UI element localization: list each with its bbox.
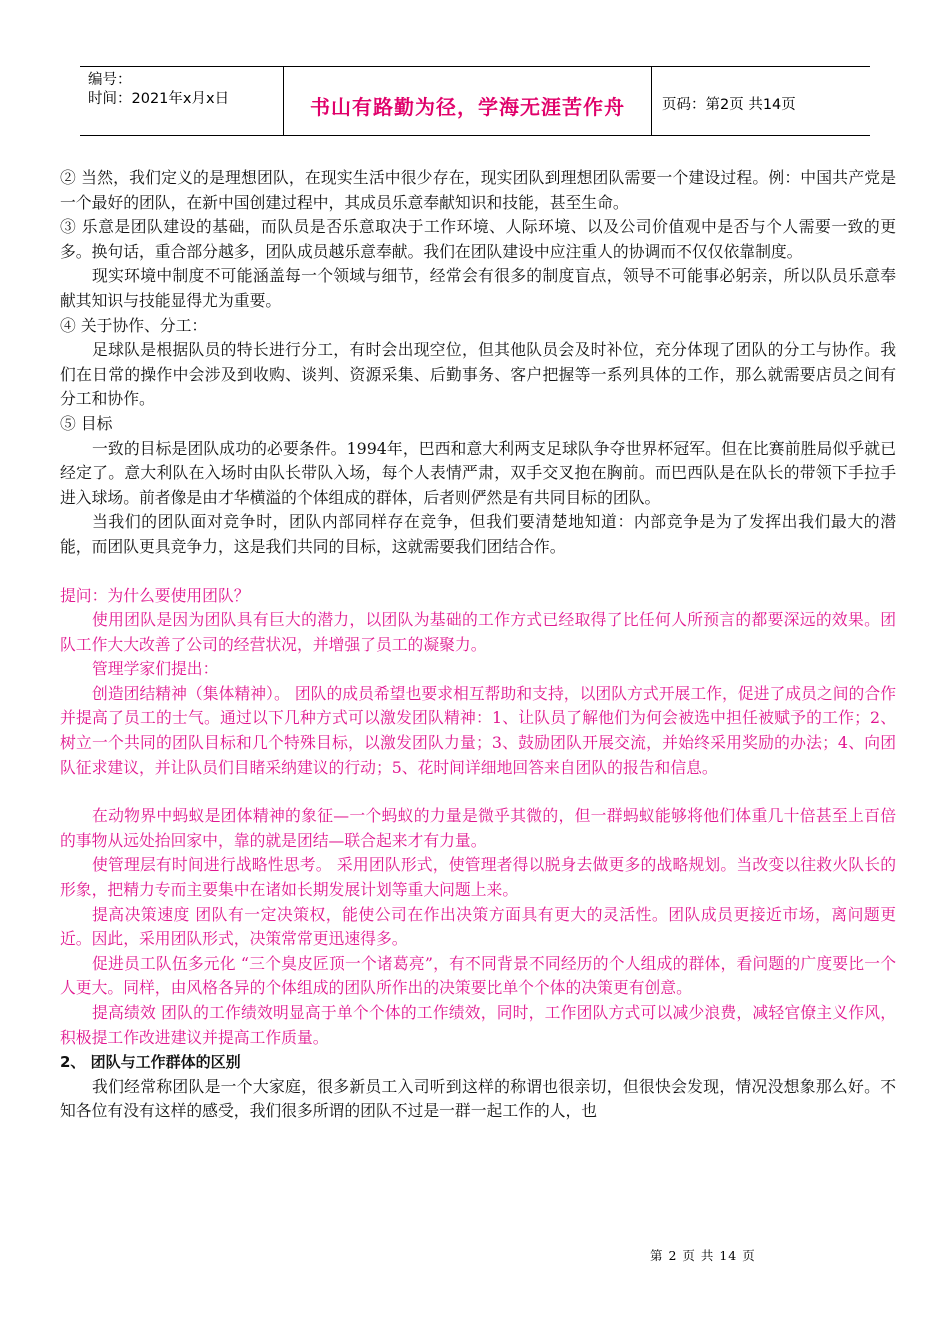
paragraph: 现实环境中制度不可能涵盖每一个领域与细节，经常会有很多的制度盲点，领导不可能事必躬亲，所以队员乐意奉献其知识与技能显得尤为重要。	[60, 266, 896, 310]
paragraph: 我们经常称团队是一个大家庭，很多新员工入司听到这样的称谓也很亲切，但很快会发现，情况没想象那么好。不知各位有没有这样的感受，我们很多所谓的团队不过是一群一起工作的人，也	[60, 1076, 896, 1121]
header-table	[80, 66, 870, 136]
paragraph: 一致的目标是团队成功的必要条件。1994年，巴西和意大利两支足球队争夺世界杯冠军。但在比赛前胜局似乎就已经定了。意大利队在入场时由队长带队入场，每个人表情严肃，双手交叉抱在胸前。而巴西队是在队长的带领下手拉手进入球场。前者像是由才华横溢的个体组成的群体，后者则俨然是有共同目标的团队。	[60, 438, 896, 507]
document-body	[60, 166, 896, 1124]
paragraph: ③ 乐意是团队建设的基础，而队员是否乐意取决于工作环境、人际环境、以及公司价值观中是否与个人需要一致的更多。换句话，重合部分越多，团队成员越乐意奉献。我们在团队建设中应注重人的协调而不仅仅依靠制度。	[60, 217, 896, 261]
header-motto: 书山有路勤为径，学海无涯苦作舟	[284, 67, 652, 135]
paragraph-spacer	[60, 560, 896, 584]
paragraph: ② 当然，我们定义的是理想团队，在现实生活中很少存在，现实团队到理想团队需要一个建设过程。例：中国共产党是一个最好的团队，在新中国创建过程中，其成员乐意奉献知识和技能，甚至生命。	[60, 168, 896, 212]
page-footer: 第 2 页 共 14 页	[650, 1248, 756, 1263]
paragraph: 提高决策速度 团队有一定决策权，能使公司在作出决策方面具有更大的灵活性。团队成员更接近市场，离问题更近。因此，采用团队形式，决策常常更迅速得多。	[60, 904, 896, 949]
header-page-info: 页码：第2页 共14页	[662, 96, 796, 113]
document-time-label: 时间：2021年x月x日	[88, 91, 230, 107]
document-number-label: 编号：	[88, 72, 132, 88]
paragraph: ⑤ 目标	[60, 413, 113, 433]
paragraph: 促进员工队伍多元化 “三个臭皮匠顶一个诸葛亮”，有不同背景不同经历的个人组成的群体，看问题的广度要比一个人更大。同样，由风格各异的个体组成的团队所作出的决策要比单个个体的决策更有创意。	[60, 953, 896, 998]
paragraph: 提问：为什么要使用团队？	[60, 585, 250, 605]
paragraph-spacer	[60, 780, 896, 804]
paragraph: 提高绩效 团队的工作绩效明显高于单个个体的工作绩效，同时，工作团队方式可以减少浪费，减轻官僚主义作风，积极提工作改进建议并提高工作质量。	[60, 1003, 896, 1047]
paragraph: 使管理层有时间进行战略性思考。 采用团队形式，使管理者得以脱身去做更多的战略规划。当改变以往救火队长的形象，把精力专而主要集中在诸如长期发展计划等重大问题上来。	[60, 855, 896, 900]
paragraph: 管理学家们提出：	[92, 659, 219, 679]
section-heading: 2、 团队与工作群体的区别	[60, 1053, 241, 1072]
header-meta-cell	[80, 67, 284, 135]
paragraph: 使用团队是因为团队具有巨大的潜力，以团队为基础的工作方式已经取得了比任何人所预言的都要深远的效果。团队工作大大改善了公司的经营状况，并增强了员工的凝聚力。	[60, 610, 896, 654]
paragraph: 在动物界中蚂蚁是团体精神的象征—一个蚂蚁的力量是微乎其微的，但一群蚂蚁能够将他们体重几十倍甚至上百倍的事物从远处抬回家中，靠的就是团结—联合起来才有力量。	[60, 806, 896, 850]
paragraph: 足球队是根据队员的特长进行分工，有时会出现空位，但其他队员会及时补位，充分体现了团队的分工与协作。我们在日常的操作中会涉及到收购、谈判、资源采集、后勤事务、客户把握等一系列具体的工作，那么就需要店员之间有分工和协作。	[60, 340, 896, 409]
paragraph: ④ 关于协作、分工：	[60, 315, 208, 335]
paragraph: 当我们的团队面对竞争时，团队内部同样存在竞争，但我们要清楚地知道：内部竞争是为了发挥出我们最大的潜能，而团队更具竞争力，这是我们共同的目标，这就需要我们团结合作。	[60, 512, 896, 556]
paragraph: 创造团结精神（集体精神）。 团队的成员希望也要求相互帮助和支持，以团队方式开展工作，促进了成员之间的合作并提高了员工的士气。通过以下几种方式可以激发团队精神：1、让队员了解他们为何会被选中担任被赋予的工作；2、树立一个共同的团队目标和几个特殊目标，以激发团队力量；3、鼓励团队开展交流，并始终采用奖励的办法；4、向团队征求建议，并让队员们目睹采纳建议的行动；5、花时间详细地回答来自团队的报告和信息。	[60, 683, 896, 777]
